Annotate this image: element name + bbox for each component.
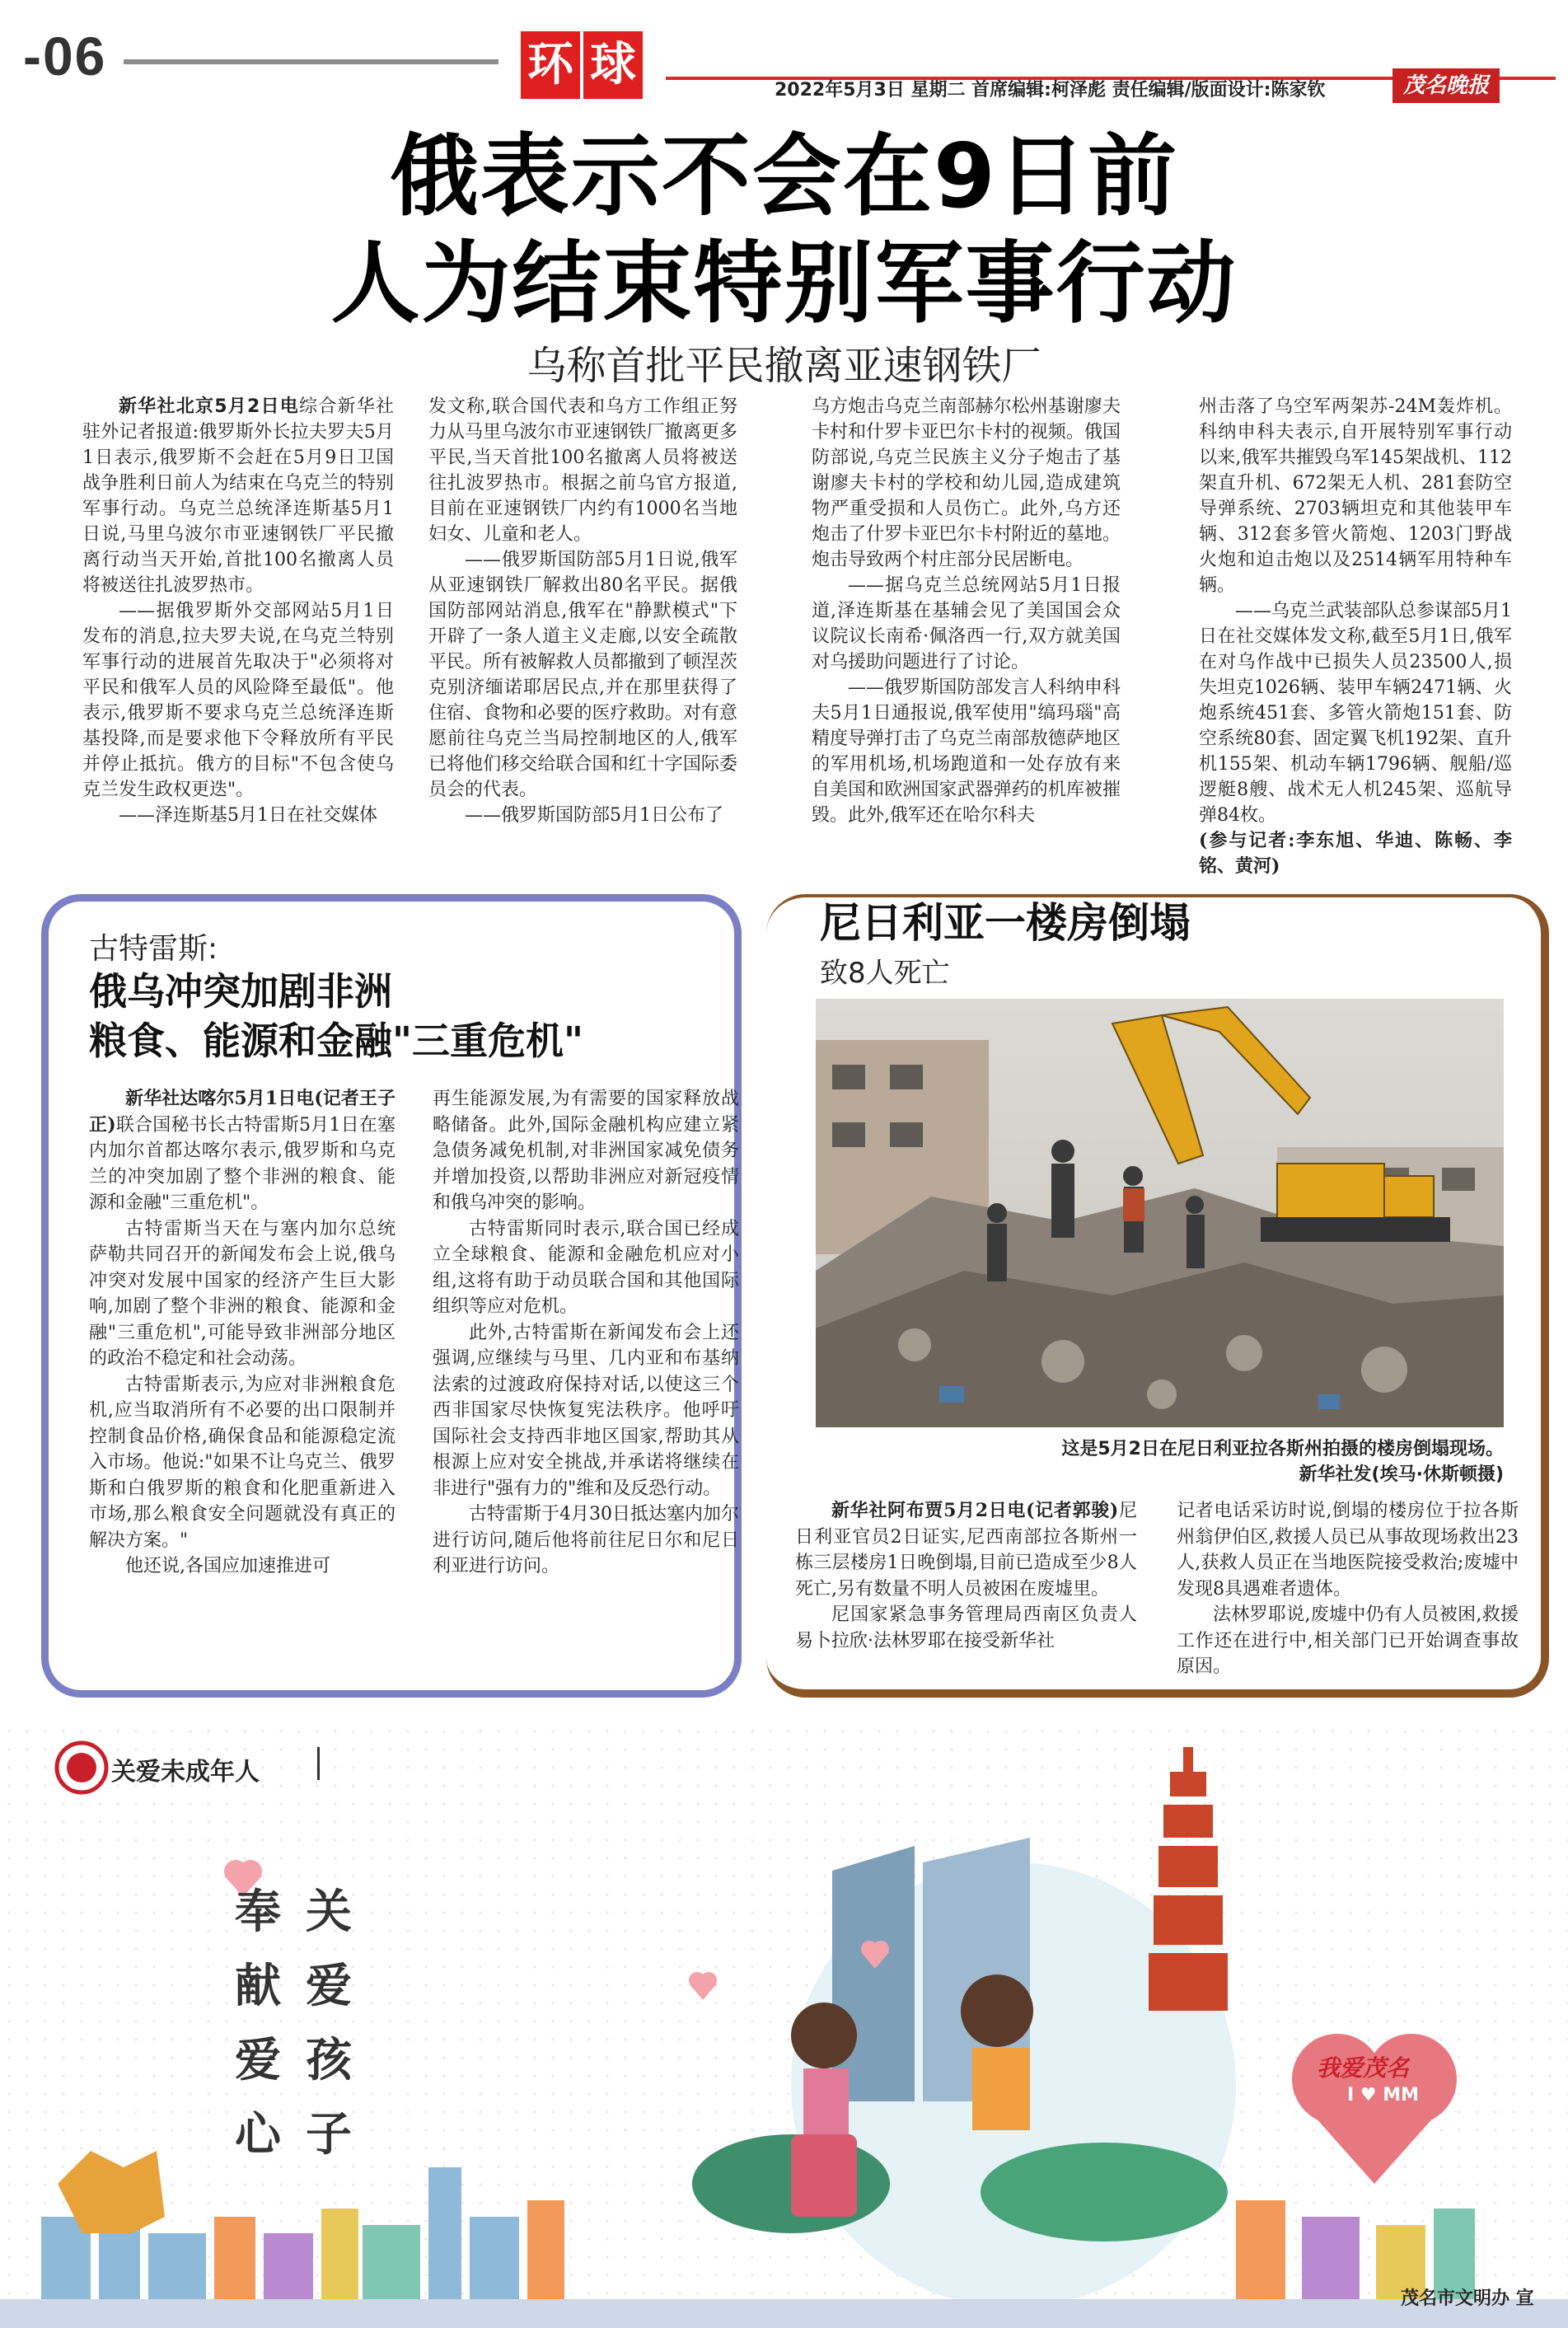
dateline: 新华社达喀尔5月1日电(记者王子正): [89, 1088, 396, 1136]
building-collapse-photo: [816, 999, 1504, 1427]
paragraph: [812, 675, 1121, 828]
paragraph: [89, 1553, 396, 1580]
left-box-title-line-1: 俄乌冲突加剧非洲: [89, 969, 392, 1014]
page-number: -06: [23, 26, 107, 87]
main-col-1: [82, 394, 394, 828]
paragraph-text: 联合国秘书长古特雷斯5月1日在塞内加尔首都达喀尔表示,俄罗斯和乌克兰的冲突加剧了整个非洲的粮食、能源和金融"三重危机"。: [89, 1114, 396, 1213]
paragraph-text: ——俄罗斯国防部发言人科纳申科夫5月1日通报说,俄军使用"缟玛瑙"高精度导弹打击了乌克兰南部敖德萨地区的军用机场,机场跑道和一处存放有来自美国和欧洲国家武器弹药的机库被摧毁。此外,俄军还在哈尔科夫: [812, 677, 1121, 826]
paragraph: [795, 1498, 1137, 1602]
ad-brand-text: 关爱未成年人: [111, 1758, 260, 1787]
right-box-title: 尼日利亚一楼房倒塌: [820, 899, 1191, 947]
section-tag: [521, 31, 643, 99]
paragraph-text: ——据乌克兰总统网站5月1日报道,泽连斯基在基辅会见了美国国会众议院议长南希·佩洛西一行,双方就美国对乌援助问题进行了讨论。: [812, 575, 1121, 672]
paragraph-text: 古特雷斯于4月30日抵达塞内加尔进行访问,随后他将前往尼日尔和尼日利亚进行访问。: [433, 1504, 739, 1576]
paragraph-text: 州击落了乌空军两架苏-24M轰炸机。科纳申科夫表示,自开展特别军事行动以来,俄军共摧毁乌军145架战机、112架直升机、672架无人机、281套防空导弹系统、2703辆坦克和其他装甲车辆、312套多管火箭炮、1203门野战火炮和迫击炮以及2514辆军用特种车辆。: [1199, 396, 1512, 596]
paragraph: [812, 573, 1121, 675]
section-char-2: 球: [583, 31, 643, 99]
ad-brand-divider: [317, 1747, 320, 1780]
public-service-ad: [0, 1722, 1568, 2328]
right-box-col-2: [1177, 1498, 1519, 1680]
photo-caption-line-1: 这是5月2日在尼日利亚拉各斯州拍摄的楼房倒塌现场。: [1061, 1439, 1504, 1459]
dateline: 新华社阿布贾5月2日电(记者郭骏): [831, 1500, 1119, 1521]
ad-slogan-col-2: [306, 1875, 352, 2171]
left-box-title-line-2: 粮食、能源和金融"三重危机": [89, 1019, 583, 1063]
headline-line-1: 俄表示不会在9日前: [389, 125, 1179, 228]
paragraph: [1199, 598, 1512, 828]
paragraph: [433, 1501, 739, 1580]
paragraph: [89, 1372, 396, 1554]
paragraph-text: ——泽连斯基5月1日在社交媒体: [119, 805, 377, 826]
paragraph: [433, 1320, 739, 1502]
paragraph: [1177, 1498, 1519, 1602]
paragraph-text: ——俄罗斯国防部5月1日说,俄军从亚速钢铁厂解救出80名平民。据俄国防部网站消息,俄军在"静默模式"下开辟了一条人道主义走廊,以安全疏散平民。所有被解救人员都撤到了顿涅茨克别济缅诺耶居民点,并在那里获得了住宿、食物和必要的医疗救助。对有意愿前往乌克兰当局控制地区的人,俄军已将他们移交给联合国和红十字国际委员会的代表。: [428, 550, 737, 800]
paragraph-text: 综合新华社驻外记者报道:俄罗斯外长拉夫罗夫5月1日表示,俄罗斯不会赶在5月9日卫国战争胜利日前人为结束在乌克兰的特别军事行动。乌克兰总统泽连斯基5月1日说,马里乌波尔市亚速钢铁厂平民撤离行动当天开始,首批100名撤离人员将被送往扎波罗热市。: [82, 396, 394, 596]
photo-caption: [816, 1436, 1504, 1487]
paragraph: [433, 1216, 739, 1320]
paragraph-text: 法林罗耶说,废墟中仍有人员被困,救援工作还在进行中,相关部门已开始调查事故原因。: [1177, 1604, 1519, 1677]
paragraph-text: 他还说,各国应加速推进可: [125, 1556, 330, 1576]
slogan-char: 奉: [235, 1885, 281, 1939]
ad-footer: 茂名市文明办 宣: [1401, 2288, 1534, 2309]
paragraph-text: 记者电话采访时说,倒塌的楼房位于拉各斯州翁伊伯区,救援人员已从事故现场救出23人,获救人员正在当地医院接受救治;废墟中发现8具遇难者遗体。: [1177, 1501, 1519, 1600]
paragraph: [82, 394, 394, 598]
section-char-1: 环: [521, 31, 580, 99]
paragraph: [795, 1602, 1137, 1654]
left-box-kicker: 古特雷斯:: [89, 932, 218, 966]
left-box-col-2: [433, 1086, 739, 1580]
ad-slogan: [235, 1875, 352, 2171]
paragraph: [82, 803, 394, 828]
paragraph: [812, 394, 1121, 573]
main-col-2: [428, 394, 737, 828]
right-box-subtitle: 致8人死亡: [820, 957, 950, 990]
left-box-title: [89, 967, 583, 1066]
paragraph-text: 古特雷斯同时表示,联合国已经成立全球粮食、能源和金融危机应对小组,这将有助于动员联合国和其他国际组织等应对危机。: [433, 1218, 739, 1317]
paragraph: [433, 1086, 739, 1216]
paragraph: [82, 598, 394, 803]
paragraph-text: 发文称,联合国代表和乌方工作组正努力从马里乌波尔市亚速钢铁厂撤离更多平民,当天首批100名撤离人员将被送往扎波罗热市。根据之前乌官方报道,目前在亚速钢铁厂内约有1000名当地妇女、儿童和老人。: [428, 396, 737, 545]
main-col-4: [1199, 394, 1512, 879]
paragraph-text: 此外,古特雷斯在新闻发布会上还强调,应继续与马里、几内亚和布基纳法索的过渡政府保持对话,以使这三个西非国家尽快恢复宪法秩序。他呼吁国际社会支持西非地区国家,帮助其从根源上应对安全挑战,并承诺将继续在非进行"强有力的"维和及反恐行动。: [433, 1322, 739, 1499]
paragraph: [1177, 1602, 1519, 1680]
collapse-scene-image: [816, 999, 1504, 1427]
paragraph: [428, 394, 737, 547]
paragraph-text: 尼日利亚官员2日证实,尼西南部拉各斯州一栋三层楼房1日晚倒塌,目前已造成至少8人死亡,另有数量不明人员被困在废墟里。: [795, 1501, 1137, 1600]
paragraph: [428, 547, 737, 803]
headline-line-2: 人为结束特别军事行动: [330, 232, 1238, 335]
paragraph: [428, 803, 737, 828]
ad-slogan-col-1: [235, 1875, 281, 2171]
paragraph-text: ——据俄罗斯外交部网站5月1日发布的消息,拉夫罗夫说,在乌克兰特别军事行动的进展首先取决于"必须将对平民和俄军人员的风险降至最低"。他表示,俄罗斯不要求乌克兰总统泽连斯基投降,而是要求他下令释放所有平民并停止抵抗。俄方的目标"不包含使乌克兰发生政权更迭"。: [82, 601, 394, 800]
right-box-col-1: [795, 1498, 1137, 1654]
heart-text: 我爱茂名: [1317, 2054, 1410, 2082]
heart-sub-text: I ♥ MM: [1347, 2085, 1420, 2106]
paragraph-text: 古特雷斯当天在与塞内加尔总统萨勒共同召开的新闻发布会上说,俄乌冲突对发展中国家的经济产生巨大影响,加剧了整个非洲的粮食、能源和金融"三重危机",可能导致非洲部分地区的政治不稳定和社会动荡。: [89, 1218, 396, 1369]
main-subheadline: 乌称首批平民撤离亚速钢铁厂: [527, 343, 1041, 389]
paragraph-text: ——乌克兰武装部队总参谋部5月1日在社交媒体发文称,截至5月1日,俄军在对乌作战中已损失人员23500人,损失坦克1026辆、装甲车辆2471辆、火炮系统451套、多管火箭炮151套、防空系统80套、固定翼飞机192架、直升机155架、机动车辆1796辆、舰船/巡逻艇8艘、战术无人机245架、巡航导弹84枚。: [1199, 601, 1512, 826]
slogan-char: 爱: [235, 2033, 281, 2087]
paragraph-text: 再生能源发展,为有需要的国家释放战略储备。此外,国际金融机构应建立紧急债务减免机制,对非洲国家减免债务并增加投资,以帮助非洲应对新冠疫情和俄乌冲突的影响。: [433, 1089, 739, 1213]
paragraph: [1199, 394, 1512, 598]
paragraph: [89, 1086, 396, 1216]
left-box-col-1: [89, 1086, 396, 1580]
paragraph-text: 古特雷斯表示,为应对非洲粮食危机,应当取消所有不必要的出口限制并控制食品价格,确保食品和能源稳定流入市场。他说:"如果不让乌克兰、俄罗斯和白俄罗斯的粮食和化肥重新进入市场,那么粮食安全问题就没有真正的解决方案。": [89, 1374, 396, 1551]
photo-caption-line-2: 新华社发(埃马·休斯顿摄): [1299, 1464, 1504, 1485]
paragraph-text: 乌方炮击乌克兰南部赫尔松州基谢廖夫卡村和什罗卡亚巴尔卡村的视频。俄国防部说,乌克兰民族主义分子炮击了基谢廖夫卡村的学校和幼儿园,造成建筑物严重受损和人员伤亡。此外,乌方还炮击了什罗卡亚巴尔卡村附近的墓地。炮击导致两个村庄部分民居断电。: [812, 396, 1121, 570]
main-col-3: [812, 394, 1121, 828]
header-info: 2022年5月3日 星期二 首席编辑:柯泽彪 责任编辑/版面设计:陈家钦: [775, 80, 1326, 101]
slogan-char: 子: [306, 2107, 352, 2162]
slogan-char: 孩: [306, 2033, 352, 2087]
paragraph-text: 尼国家紧急事务管理局西南区负责人易卜拉欣·法林罗耶在接受新华社: [795, 1604, 1137, 1651]
slogan-char: 献: [235, 1959, 281, 2013]
paragraph: [1199, 828, 1512, 879]
slogan-char: 爱: [306, 1959, 352, 2013]
header-rule: [124, 59, 498, 64]
paper-logo: 茂名晚报: [1392, 68, 1500, 103]
slogan-char: 关: [306, 1885, 352, 1939]
paragraph: [89, 1216, 396, 1372]
paragraph-text: (参与记者:李东旭、华迪、陈畅、李铭、黄河): [1199, 830, 1512, 877]
paragraph-text: ——俄罗斯国防部5月1日公布了: [465, 805, 723, 826]
dateline: 新华社北京5月2日电: [119, 396, 300, 417]
main-headline: [0, 124, 1568, 338]
slogan-char: 心: [235, 2107, 281, 2162]
